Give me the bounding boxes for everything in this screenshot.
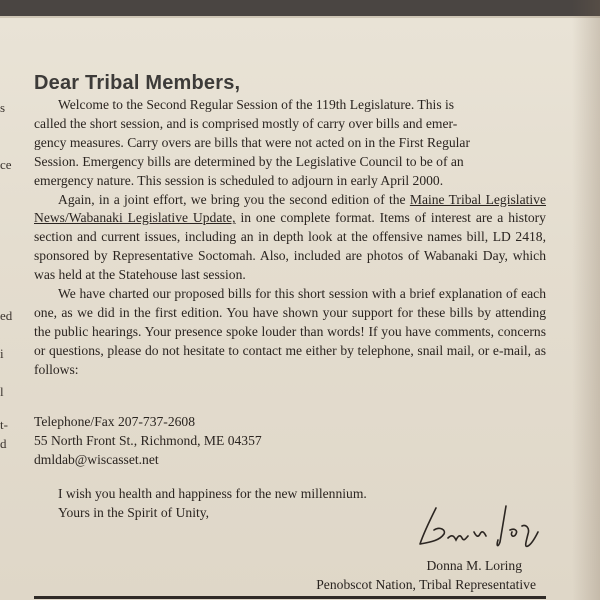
paragraph-1-line: called the short session, and is comprised mostly of carry over bills and emer- — [34, 115, 458, 131]
paragraph-2-text: in one complete format. Items of interest are a history section and current issues, including an in depth look at the offensive names bill, LD 2418, sponsored by Representative Soctomah. Also, included are photos of Wabanaki Day, which was held at the Statehouse last session. — [34, 210, 546, 283]
paragraph-1-line: emergency nature. This session is scheduled to adjourn in early April 2000. — [34, 172, 444, 188]
fragment: i — [0, 346, 4, 361]
publication-title: Maine Tribal Legislative News/Wabanaki Legislative Update, — [34, 191, 546, 226]
paragraph-2 — [34, 191, 546, 286]
paragraph-3: We have charted our proposed bills for this short session with a brief explanation of each one, as we did in the first edition. You have shown your support for these bills by attending the public hearings. Your presence spoke louder than words! If you have comments, concerns or questions, please do not hesitate to contact me either by telephone, snail mail, or e-mail, as follows: — [34, 286, 546, 377]
paragraph-1-line: Session. Emergency bills are determined by the Legislative Council to be of an — [34, 153, 464, 169]
email-text: dmldab@wiscasset.net — [34, 452, 159, 467]
contact-info — [34, 412, 262, 469]
fragment: l — [0, 384, 4, 399]
paragraph-1-line: Welcome to the Second Regular Session of the 119th Legislature. This is — [58, 97, 455, 112]
address-text: 55 North Front St., Richmond, ME 04357 — [34, 433, 262, 448]
closing — [58, 484, 367, 522]
fragment: d — [0, 436, 7, 451]
fragment: s — [0, 100, 6, 115]
closing-signoff: Yours in the Spirit of Unity, — [58, 505, 210, 520]
phone-text: Telephone/Fax 207-737-2608 — [34, 414, 196, 429]
paragraph-1 — [34, 96, 546, 191]
letter-heading: Dear Tribal Members, — [34, 72, 241, 94]
closing-wish: I wish you health and happiness for the new millennium. — [58, 486, 367, 501]
fragment: ce — [0, 157, 12, 172]
letter-body — [34, 96, 546, 380]
bottom-rule — [34, 596, 546, 599]
top-dark-band — [0, 0, 600, 16]
signer-title: Penobscot Nation, Tribal Representative — [316, 577, 536, 592]
paragraph-1-line: gency measures. Carry overs are bills that were not acted on in the First Regular — [34, 134, 470, 150]
signer-name: Donna M. Loring — [426, 558, 522, 573]
page-fold-shadow — [572, 0, 600, 600]
fragment: ed — [0, 308, 13, 323]
paragraph-2-text: Again, in a joint effort, we bring you the second edition of the — [58, 191, 410, 207]
signature-image — [410, 500, 550, 552]
fragment: t- — [0, 417, 8, 432]
